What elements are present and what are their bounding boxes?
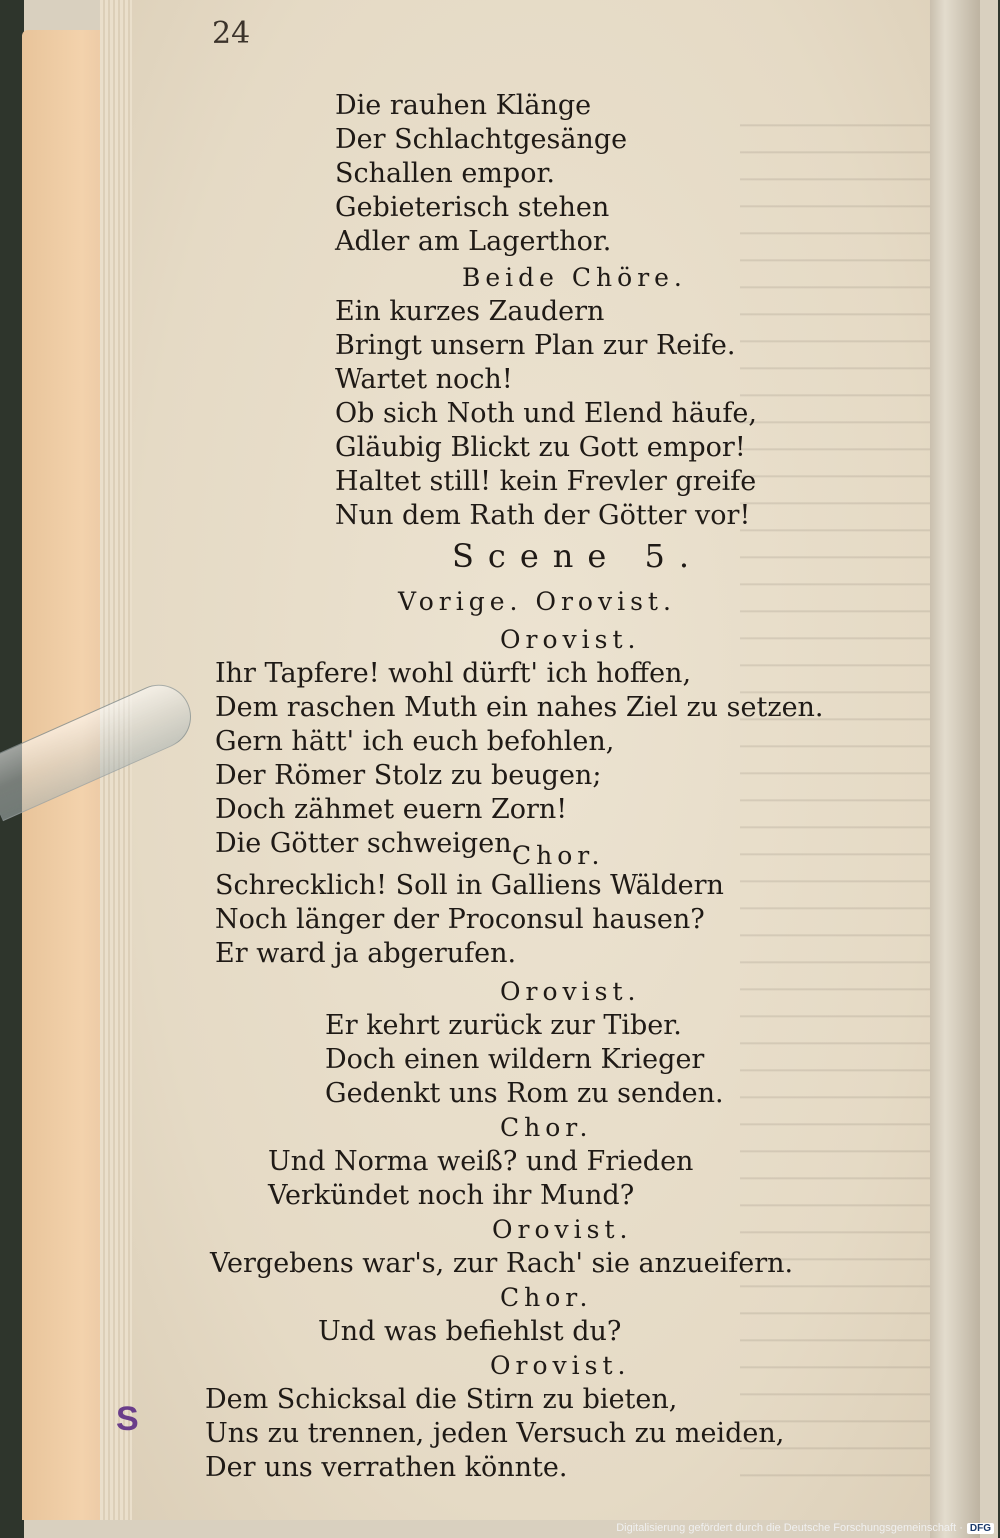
verse-line: Schrecklich! Soll in Galliens Wäldern: [215, 870, 724, 901]
verse-line: Er kehrt zurück zur Tiber.: [325, 1010, 682, 1041]
verse-line: Nun dem Rath der Götter vor!: [335, 500, 751, 531]
verse-line: Gläubig Blickt zu Gott empor!: [335, 432, 746, 463]
verse-line: Adler am Lagerthor.: [335, 226, 612, 257]
digitization-credit: [616, 1522, 994, 1534]
verse-line: Der uns verrathen könnte.: [205, 1452, 568, 1483]
speaker-label: Beide Chöre.: [462, 263, 687, 292]
dfg-logo: DFG: [967, 1523, 994, 1534]
verse-line: Verkündet noch ihr Mund?: [268, 1180, 635, 1211]
verse-line: Der Römer Stolz zu beugen;: [215, 760, 602, 791]
verse-line: Doch einen wildern Krieger: [325, 1044, 705, 1075]
verse-line: Er ward ja abgerufen.: [215, 938, 517, 969]
scene-heading: Scene 5.: [452, 537, 704, 575]
credit-text: Digitalisierung gefördert durch die Deutsche Forschungsgemeinschaft ·: [616, 1522, 963, 1534]
verse-line: Gebieterisch stehen: [335, 192, 610, 223]
verse-line: Schallen empor.: [335, 158, 555, 189]
speaker-label: Chor.: [512, 841, 605, 870]
library-stamp: S: [116, 1400, 139, 1438]
verse-line: Doch zähmet euern Zorn!: [215, 794, 568, 825]
verse-line: Wartet noch!: [335, 364, 513, 395]
page-number: 24: [212, 16, 251, 51]
verse-line: Die Götter schweigen.: [215, 828, 521, 859]
speaker-label: Orovist.: [500, 625, 641, 654]
verse-line: Uns zu trennen, jeden Versuch zu meiden,: [205, 1418, 785, 1449]
speaker-label: Chor.: [500, 1283, 593, 1312]
speaker-label: Orovist.: [490, 1351, 631, 1380]
verse-line: Dem raschen Muth ein nahes Ziel zu setzen.: [215, 692, 824, 723]
verse-line: Der Schlachtgesänge: [335, 124, 628, 155]
verse-line: Bringt unsern Plan zur Reife.: [335, 330, 736, 361]
bleed-through-text: [740, 100, 930, 1500]
speaker-label: Orovist.: [500, 977, 641, 1006]
verse-line: Haltet still! kein Frevler greife: [335, 466, 757, 497]
verse-line: Ein kurzes Zaudern: [335, 296, 605, 327]
verse-line: Noch länger der Proconsul hausen?: [215, 904, 705, 935]
verse-line: Die rauhen Klänge: [335, 90, 592, 121]
verse-line: Vergebens war's, zur Rach' sie anzueifern.: [210, 1248, 794, 1279]
verse-line: Gern hätt' ich euch befohlen,: [215, 726, 615, 757]
verse-line: Und Norma weiß? und Frieden: [268, 1146, 694, 1177]
verse-line: Ob sich Noth und Elend häufe,: [335, 398, 757, 429]
verse-line: Und was befiehlst du?: [318, 1316, 622, 1347]
page-gutter-shadow: [930, 0, 980, 1538]
verse-line: Ihr Tapfere! wohl dürft' ich hoffen,: [215, 658, 692, 689]
speaker-label: Chor.: [500, 1113, 593, 1142]
verse-line: Gedenkt uns Rom zu senden.: [325, 1078, 724, 1109]
verse-line: Dem Schicksal die Stirn zu bieten,: [205, 1384, 678, 1415]
speaker-label: Orovist.: [492, 1215, 633, 1244]
speaker-label: Vorige. Orovist.: [398, 587, 676, 616]
